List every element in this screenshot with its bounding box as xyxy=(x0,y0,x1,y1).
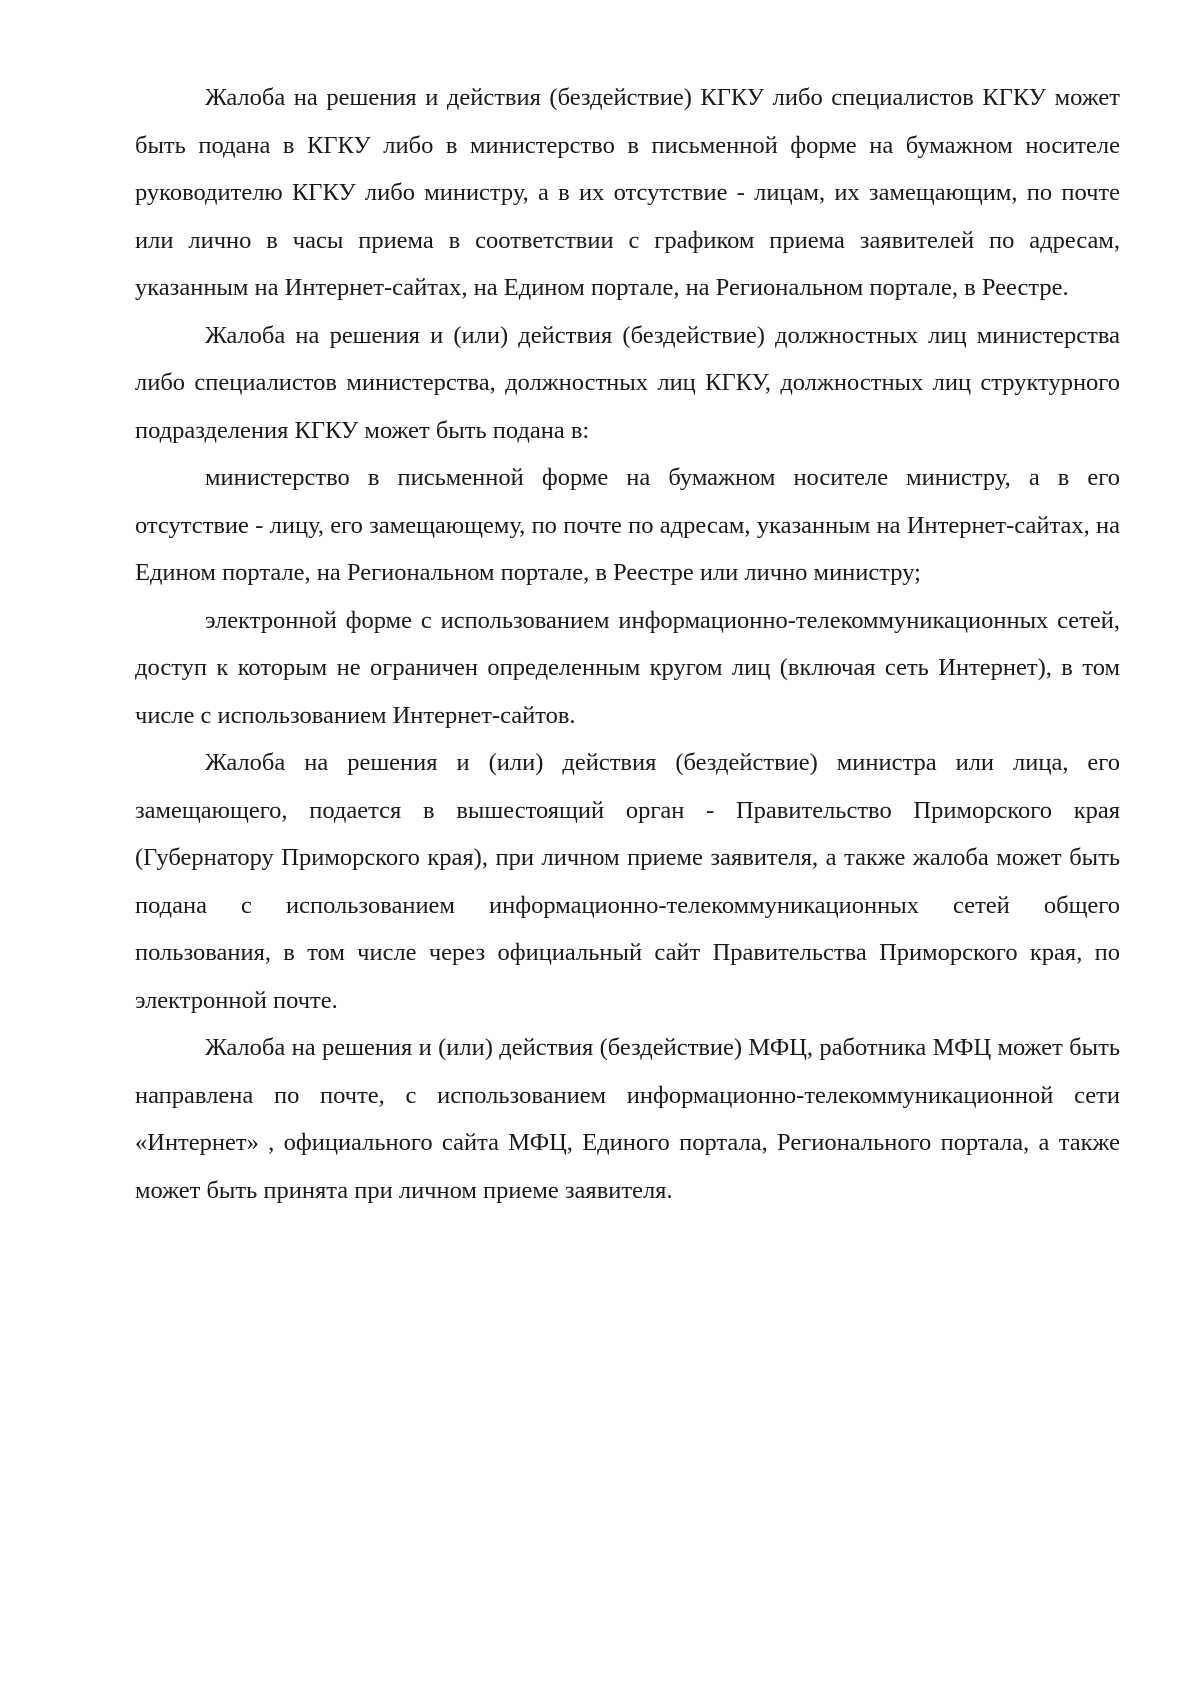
paragraph-electronic-form: электронной форме с использованием информационно-телекоммуникационных сетей, доступ к которым не ограничен определенным кругом лиц (включая сеть Интернет), в том числе с использованием Интернет-сайтов. xyxy=(135,606,1120,729)
document-body xyxy=(135,74,1120,1214)
paragraph-officials-complaint: Жалоба на решения и (или) действия (бездействие) должностных лиц министерства либо специалистов министерства, должностных лиц КГКУ, должностных лиц структурного подразделения КГКУ может быть подана в: xyxy=(135,321,1120,444)
paragraph-minister-complaint: Жалоба на решения и (или) действия (бездействие) министра или лица, его замещающего, подается в вышестоящий орган - Правительство Приморского края (Губернатору Приморского края), при личном приеме заявителя, а также жалоба может быть подана с использованием информационно-телекоммуникационных сетей общего пользования, в том числе через официальный сайт Правительства Приморского края, по электронной почте. xyxy=(135,749,1120,1014)
paragraph-kgku-complaint: Жалоба на решения и действия (бездействие) КГКУ либо специалистов КГКУ может быть подана в КГКУ либо в министерство в письменной форме на бумажном носителе руководителю КГКУ либо министру, а в их отсутствие - лицам, их замещающим, по почте или лично в часы приема в соответствии с графиком приема заявителей по адресам, указанным на Интернет-сайтах, на Едином портале, на Региональном портале, в Реестре. xyxy=(135,84,1120,301)
paragraph-ministry-paper: министерство в письменной форме на бумажном носителе министру, а в его отсутствие - лицу, его замещающему, по почте по адресам, указанным на Интернет-сайтах, на Едином портале, на Региональном портале, в Реестре или лично министру; xyxy=(135,464,1120,586)
paragraph-mfc-complaint: Жалоба на решения и (или) действия (бездействие) МФЦ, работника МФЦ может быть направлена по почте, с использованием информационно-телекоммуникационной сети «Интернет» , официального сайта МФЦ, Единого портала, Регионального портала, а также может быть принята при личном приеме заявителя. xyxy=(135,1034,1120,1204)
